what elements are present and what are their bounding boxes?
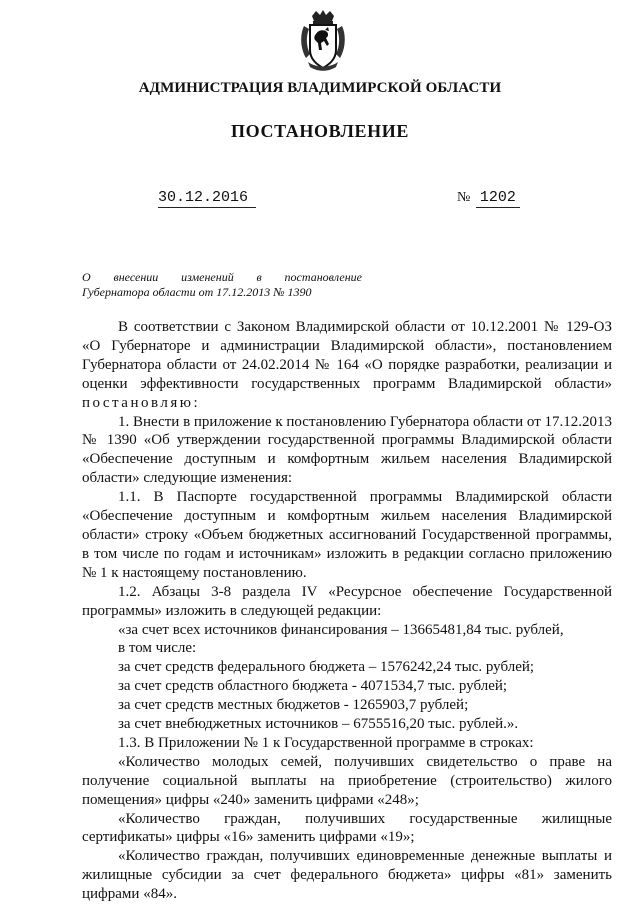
subject-line-1: О внесении изменений в постановление xyxy=(82,270,362,284)
preamble-paragraph xyxy=(82,318,612,413)
funding-regional: за счет средств областного бюджета - 4071534,7 тыс. рублей; xyxy=(118,678,508,695)
item-1-2: 1.2. Абзацы 3-8 раздела IV «Ресурсное обеспечение Государственной программы» изложить в следующей редакции: xyxy=(82,583,612,619)
funding-extra: за счет внебюджетных источников – 6755516,20 тыс. рублей.». xyxy=(118,716,519,733)
preamble-text: В соответствии с Законом Владимирской области от 10.12.2001 № 129-ОЗ «О Губернаторе и администрации Владимирской области», постановлением Губернатора области от 24.02.2014 № 164 «О порядке разработки, реализации и оценки эффективности государственных программ Владимирской области» xyxy=(82,319,612,392)
coat-of-arms-icon xyxy=(298,10,348,72)
funding-including: в том числе: xyxy=(118,640,197,657)
document-date: 30.12.2016 xyxy=(158,189,256,208)
organization-title: АДМИНИСТРАЦИЯ ВЛАДИМИРСКОЙ ОБЛАСТИ xyxy=(138,80,502,96)
document-subject xyxy=(82,270,362,300)
document-body xyxy=(82,318,612,904)
quote-1: «Количество молодых семей, получивших свидетельство о праве на получение социальной выплаты на приобретение (строительство) жилого помещения» цифры «240» заменить цифрами «248»; xyxy=(82,753,612,808)
funding-federal: за счет средств федерального бюджета – 1576242,24 тыс. рублей; xyxy=(118,659,535,676)
funding-total: «за счет всех источников финансирования – 13665481,84 тыс. рублей, xyxy=(118,621,564,638)
number-prefix: № xyxy=(457,190,471,205)
item-1-3: 1.3. В Приложении № 1 к Государственной программе в строках: xyxy=(118,734,534,751)
quote-2: «Количество граждан, получивших государственные жилищные сертификаты» цифры «16» заменить цифрами «19»; xyxy=(82,810,612,846)
document-type: ПОСТАНОВЛЕНИЕ xyxy=(231,121,409,141)
document-number-block xyxy=(457,189,520,208)
item-1-1: 1.1. В Паспорте государственной программы Владимирской области «Обеспечение доступным и комфортным жильем населения Владимирской области» строку «Объем бюджетных ассигнований Государственной программы, в том числе по годам и источникам» изложить в редакции согласно приложению № 1 к настоящему постановлению. xyxy=(82,489,612,581)
subject-line-2: Губернатора области от 17.12.2013 № 1390 xyxy=(82,285,312,299)
quote-3: «Количество граждан, получивших единовременные денежные выплаты и жилищные субсидии за счет федерального бюджета» цифры «81» заменить цифрами «84». xyxy=(82,848,612,903)
document-number: 1202 xyxy=(476,189,520,208)
decree-word: постановляю: xyxy=(82,394,201,411)
funding-local: за счет средств местных бюджетов - 1265903,7 рублей; xyxy=(118,697,469,714)
item-1: 1. Внести в приложение к постановлению Губернатора области от 17.12.2013 № 1390 «Об утверждении государственной программы Владимирской области «Обеспечение доступным и комфортным жильем населения Владимирской области» следующие изменения: xyxy=(82,413,612,487)
